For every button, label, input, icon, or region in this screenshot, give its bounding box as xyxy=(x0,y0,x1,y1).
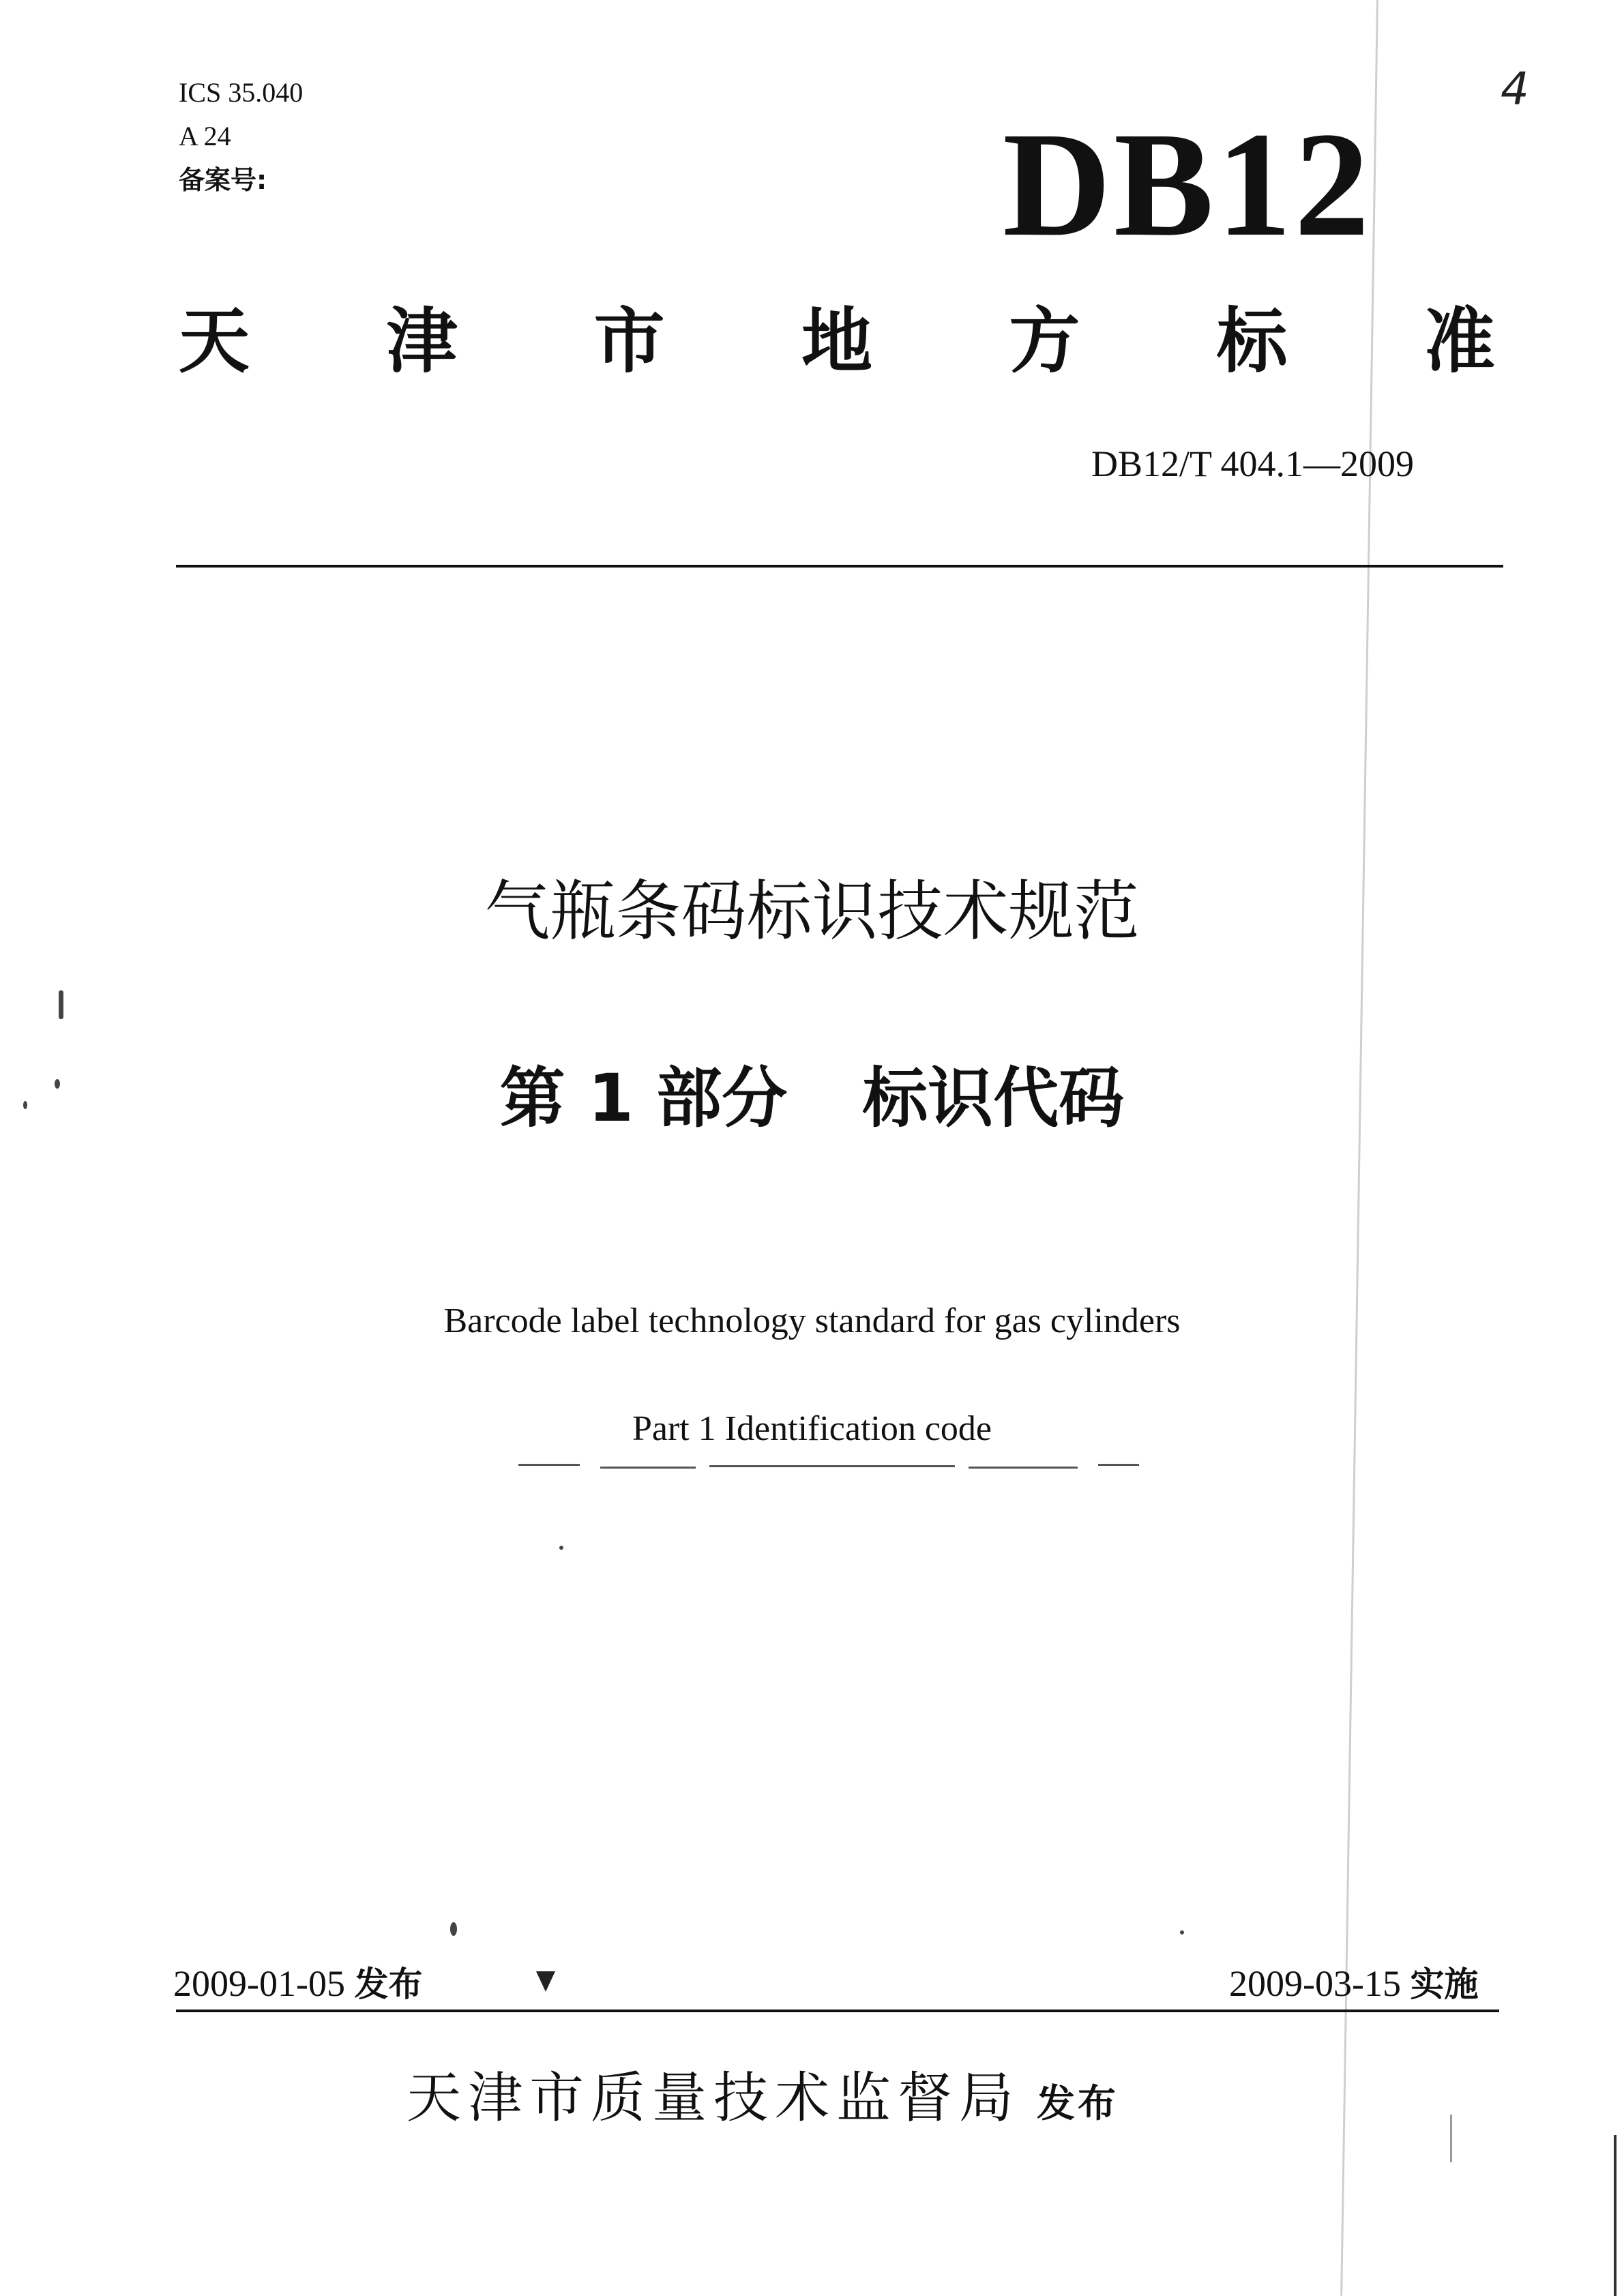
ccs-code: A 24 xyxy=(179,121,231,151)
scan-speck xyxy=(450,1922,457,1936)
category-char: 津 xyxy=(386,299,458,383)
publish-date-line xyxy=(173,1962,422,2006)
category-char: 准 xyxy=(1423,299,1495,383)
scan-speck xyxy=(23,1101,27,1109)
category-char: 天 xyxy=(179,299,250,383)
scan-edge-mark xyxy=(1614,2135,1616,2296)
scan-speck xyxy=(559,1546,563,1550)
issuer-name: 天津市质量技术监督局 xyxy=(407,2066,1020,2130)
handwritten-page-mark: 4 xyxy=(1501,63,1529,115)
filing-number-label: 备案号: xyxy=(179,165,267,195)
standard-number: DB12/T 404.1—2009 xyxy=(1091,443,1415,484)
ics-code: ICS 35.040 xyxy=(179,77,304,108)
main-title-cn: 气瓶条码标识技术规范 xyxy=(484,873,1140,950)
scan-arrow-mark xyxy=(536,1971,555,1992)
header-rule xyxy=(176,565,1503,568)
category-char: 地 xyxy=(801,299,872,383)
scan-dash xyxy=(518,1464,580,1466)
scan-dash xyxy=(709,1465,955,1467)
part-name-cn: 标识代码 xyxy=(862,1060,1125,1136)
scan-dash xyxy=(600,1467,696,1469)
category-char: 标 xyxy=(1216,299,1288,383)
implement-date: 2009-03-15 xyxy=(1229,1963,1401,2004)
scan-dash xyxy=(969,1467,1078,1469)
category-char: 方 xyxy=(1009,299,1080,383)
part-title-cn xyxy=(0,1060,1624,1136)
standard-code-logo: DB12 xyxy=(1003,101,1372,267)
publish-date: 2009-01-05 xyxy=(173,1963,345,2004)
scan-speck xyxy=(59,990,63,1019)
category-char: 市 xyxy=(593,299,665,383)
scan-speck xyxy=(55,1079,60,1089)
scan-edge-mark xyxy=(1450,2115,1452,2162)
issuing-authority xyxy=(407,2065,1119,2137)
standard-category-title xyxy=(179,300,1495,382)
implement-date-line xyxy=(1229,1962,1478,2006)
main-title-en: Barcode label technology standard for gas cylinders xyxy=(443,1301,1181,1340)
scan-dash xyxy=(1098,1464,1139,1466)
issuer-suffix: 发布 xyxy=(1037,2082,1119,2126)
part-title-en: Part 1 Identification code xyxy=(632,1409,992,1448)
publish-label: 发布 xyxy=(354,1964,423,2004)
part-number-cn: 第 1 部分 xyxy=(499,1060,788,1136)
scan-speck xyxy=(1180,1930,1184,1934)
footer-rule xyxy=(176,2010,1499,2012)
implement-label: 实施 xyxy=(1410,1964,1479,2004)
